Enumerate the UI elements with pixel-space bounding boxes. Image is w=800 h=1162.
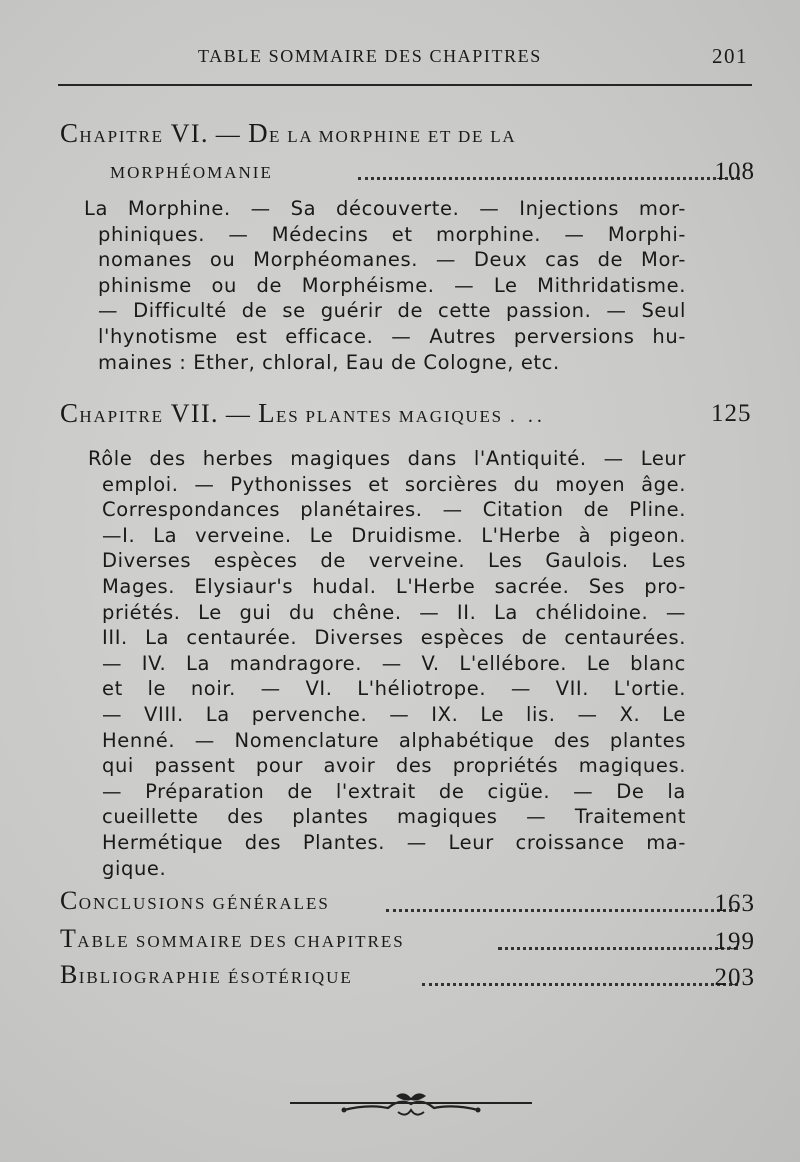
conclusions-page: 163: [714, 890, 755, 917]
bibliographie-page: 203: [714, 964, 755, 991]
chapter-6-summary-line: nomanes ou Morphéomanes. — Deux cas de Mor-: [98, 248, 686, 272]
conclusions-title: ONCLUSIONS GÉNÉRALES: [78, 894, 330, 913]
chapter-6-entry: [60, 152, 755, 186]
chapter-7-label-initial: C: [60, 398, 80, 428]
bibliographie-initial: B: [60, 960, 79, 989]
chapter-6-page: 108: [714, 158, 755, 185]
chapter-7-summary-line: III. La centaurée. Diverses espèces de centaurées.: [102, 626, 686, 650]
chapter-6-label: HAPITRE: [79, 127, 164, 146]
chapter-6-summary-line: phinisme ou de Morphéisme. — Le Mithridatisme.: [98, 273, 686, 297]
table-label: [60, 924, 405, 954]
conclusions-leader-dots: [386, 909, 738, 912]
chapter-7-trail: . ..: [509, 405, 546, 427]
chapter-6-leader-dots: [358, 177, 740, 180]
chapter-7-summary-line: emploi. — Pythonisses et sorcières du moyen âge.: [102, 472, 686, 496]
chapter-7-heading: [60, 398, 546, 429]
chapter-6-summary-line: l'hynotisme est efficace. — Autres perversions hu-: [98, 324, 686, 348]
chapter-7-summary-line: priétés. Le gui du chêne. — II. La chélidoine. —: [102, 600, 686, 624]
chapter-7-page: 125: [711, 400, 752, 427]
chapter-7-label: HAPITRE: [79, 407, 164, 426]
chapter-6-title-line2: [110, 161, 273, 184]
bibliographie-leader-dots: [422, 983, 738, 986]
bibliographie-title: IBLIOGRAPHIE ÉSOTÉRIQUE: [78, 968, 353, 987]
chapter-7-numeral: VII.: [170, 399, 219, 428]
chapter-7-summary-line: — Préparation de l'extrait de cigüe. — De la: [102, 779, 686, 803]
running-title: TABLE SOMMAIRE DES CHAPITRES: [198, 46, 542, 66]
chapter-7-summary-line: Rôle des herbes magiques dans l'Antiquité. — Leur: [88, 447, 686, 470]
chapter-7-summary-line: — IV. La mandragore. — V. L'ellébore. Le blanc: [102, 651, 686, 675]
page-number: 201: [712, 44, 748, 68]
chapter-7-summary-line: — VIII. La pervenche. — IX. Le lis. — X. Le: [102, 702, 686, 726]
chapter-6-label-initial: C: [60, 118, 80, 148]
chapter-7-summary-line: qui passent pour avoir des propriétés magiques.: [102, 754, 686, 778]
header-rule: [58, 84, 752, 86]
table-leader-dots: [498, 947, 738, 950]
chapter-6-title-line2-text: MORPHÉOMANIE: [110, 163, 273, 182]
conclusions-entry: [60, 884, 755, 918]
running-head: [60, 40, 750, 74]
chapter-7-summary-line: Mages. Elysiaur's hudal. L'Herbe sacrée. Ses pro-: [102, 574, 686, 598]
chapter-7-summary-line: gique.: [102, 856, 167, 880]
chapter-6-summary-line: maines : Ether, chloral, Eau de Cologne, etc.: [98, 350, 560, 374]
chapter-7-summary-line: Diverses espèces de verveine. Les Gaulois. Les: [102, 549, 686, 573]
chapter-7-title: ES PLANTES MAGIQUES: [276, 407, 503, 426]
bibliographie-entry: [60, 958, 755, 992]
chapter-7-summary-line: Henné. — Nomenclature alphabétique des plantes: [102, 728, 686, 752]
table-page: 199: [714, 928, 755, 955]
table-initial: T: [60, 924, 78, 953]
chapter-7-summary: [88, 446, 686, 881]
bibliographie-label: [60, 960, 353, 990]
chapter-7-summary-line: et le noir. — VI. L'héliotrope. — VII. L'ortie.: [102, 677, 686, 701]
table-entry: [60, 922, 755, 956]
table-title: ABLE SOMMAIRE DES CHAPITRES: [77, 932, 405, 951]
chapter-6-heading: [60, 118, 517, 149]
chapter-6-summary-line: La Morphine. — Sa découverte. — Injections mor-: [84, 197, 686, 220]
chapter-6-title: E LA MORPHINE ET DE LA: [268, 127, 517, 146]
chapter-6-summary-line: — Difficulté de se guérir de cette passion. — Seul: [98, 299, 686, 323]
tailpiece-flourish-icon: [288, 1088, 534, 1124]
chapter-6-dash: —: [215, 122, 242, 148]
chapter-7-summary-line: Hermétique des Plantes. — Leur croissance ma-: [102, 830, 686, 854]
conclusions-initial: C: [60, 886, 79, 915]
chapter-7-summary-line: —I. La verveine. Le Druidisme. L'Herbe à pigeon.: [102, 523, 686, 547]
chapter-6-numeral: VI.: [170, 119, 209, 148]
chapter-7-summary-line: cueillette des plantes magiques — Traitement: [102, 805, 686, 829]
chapter-6-title-initial: D: [248, 118, 269, 148]
chapter-7-summary-line: Correspondances planétaires. — Citation de Pline.: [102, 498, 686, 522]
conclusions-label: [60, 886, 330, 916]
chapter-6-summary-line: phiniques. — Médecins et morphine. — Morphi-: [98, 222, 686, 246]
chapter-7-dash: —: [225, 402, 252, 428]
chapter-6-summary: [84, 196, 686, 375]
chapter-7-title-initial: L: [258, 398, 277, 428]
